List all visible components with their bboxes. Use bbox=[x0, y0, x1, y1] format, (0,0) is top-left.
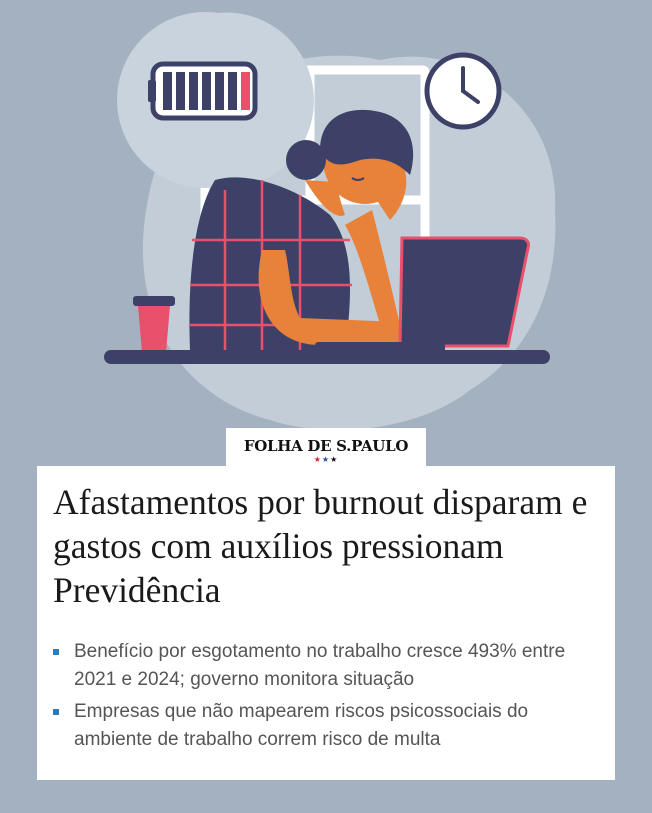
masthead-logo: FOLHA DE S.PAULO bbox=[243, 437, 409, 455]
bullet-square-icon bbox=[53, 649, 59, 655]
star-black-icon: ★ bbox=[330, 455, 339, 464]
bullet-item bbox=[53, 698, 597, 754]
article-bullets bbox=[53, 638, 597, 754]
masthead-stars bbox=[226, 455, 426, 464]
clock-icon bbox=[427, 55, 499, 127]
battery-icon bbox=[148, 64, 255, 118]
article-card[interactable] bbox=[37, 466, 615, 780]
bullet-square-icon bbox=[53, 709, 59, 715]
star-red-icon: ★ bbox=[313, 455, 322, 464]
desk bbox=[104, 350, 550, 364]
star-blue-icon: ★ bbox=[321, 455, 331, 464]
bullet-text: Empresas que não mapearem riscos psicossociais do ambiente de trabalho correm risco de multa bbox=[74, 701, 529, 750]
bullet-text: Benefício por esgotamento no trabalho cresce 493% entre 2021 e 2024; governo monitora situação bbox=[74, 641, 566, 690]
article-headline[interactable]: Afastamentos por burnout disparam e gastos com auxílios pressionam Previdência bbox=[53, 482, 588, 610]
bullet-item bbox=[53, 638, 597, 694]
